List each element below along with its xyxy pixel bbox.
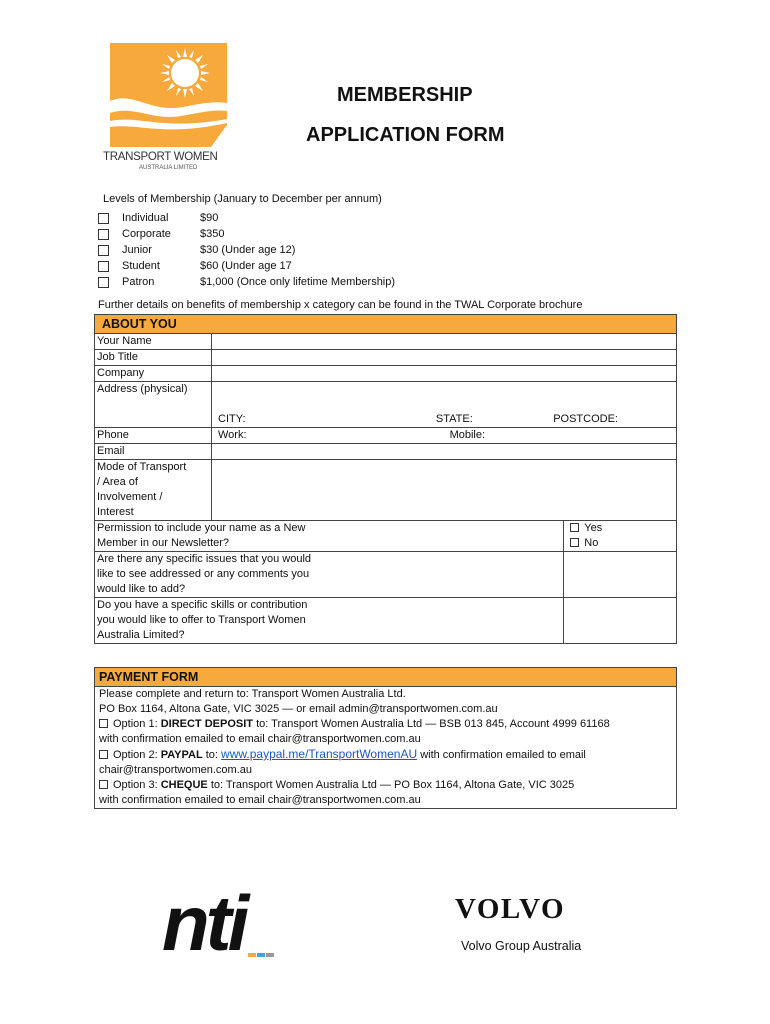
option-2-line-2: chair@transportwomen.com.au [99, 764, 253, 776]
logo-subtitle: AUSTRALIA LIMITED [139, 165, 198, 171]
no-label: No [584, 537, 599, 549]
permission-options [564, 521, 677, 552]
transport-women-logo [103, 43, 228, 176]
yes-option[interactable] [570, 521, 674, 536]
postcode-label: POSTCODE: [553, 413, 618, 425]
mode-label-line: Involvement / [97, 491, 163, 503]
level-checkbox[interactable] [98, 277, 109, 288]
mode-label-line: / Area of [97, 476, 138, 488]
level-student [98, 258, 458, 274]
work-label: Work: [218, 429, 247, 441]
level-price: $350 [200, 228, 225, 240]
option-3-method: CHEQUE [160, 779, 208, 791]
level-price: $90 [200, 212, 219, 224]
level-price: $1,000 (Once only lifetime Membership) [200, 276, 396, 288]
issues-line: like to see addressed or any comments you [97, 568, 310, 580]
phone-label: Phone [95, 428, 212, 444]
form-title-line1: MEMBERSHIP [337, 84, 473, 106]
nti-logo [160, 882, 292, 960]
option-2-to: to: [205, 749, 218, 761]
level-checkbox[interactable] [98, 229, 109, 240]
permission-line: Member in our Newsletter? [97, 537, 230, 549]
option-3-line-2: with confirmation emailed to email chair@transportwomen.com.au [99, 794, 421, 806]
level-name: Student [122, 260, 160, 272]
further-details-note: Further details on benefits of membership x category can be found in the TWAL Corporate brochure [98, 299, 583, 311]
membership-levels-list [98, 210, 458, 290]
level-name: Individual [122, 212, 169, 224]
option-2-checkbox[interactable] [99, 750, 108, 759]
no-option[interactable] [570, 536, 674, 551]
level-checkbox[interactable] [98, 245, 109, 256]
volvo-logo [455, 893, 627, 957]
skills-line: Australia Limited? [97, 629, 185, 641]
mode-label-line: Interest [97, 506, 134, 518]
option-2 [99, 747, 674, 763]
level-individual [98, 210, 458, 226]
mobile-label: Mobile: [449, 429, 486, 441]
yes-checkbox[interactable] [570, 523, 579, 532]
your-name-field[interactable] [212, 334, 677, 350]
option-1-checkbox[interactable] [99, 719, 108, 728]
job-title-field[interactable] [212, 350, 677, 366]
option-1 [99, 717, 674, 732]
option-3-checkbox[interactable] [99, 780, 108, 789]
skills-label [95, 598, 564, 644]
logo-title: TRANSPORT WOMEN [103, 151, 218, 163]
option-3-prefix: Option 3: [113, 779, 158, 791]
issues-line: Are there any specific issues that you would [97, 553, 312, 565]
level-price: $30 (Under age 12) [200, 244, 296, 256]
levels-heading: Levels of Membership (January to December per annum) [103, 193, 382, 205]
city-label: CITY: [218, 413, 246, 425]
payment-form-table [94, 667, 677, 809]
level-name: Corporate [122, 228, 171, 240]
option-3 [99, 778, 674, 793]
paypal-link[interactable]: www.paypal.me/TransportWomenAU [221, 747, 418, 761]
return-line-1: Please complete and return to: Transport Women Australia Ltd. [99, 688, 406, 700]
about-you-table [94, 314, 677, 644]
level-patron [98, 274, 458, 290]
about-you-heading: ABOUT YOU [95, 315, 677, 334]
volvo-subtitle: Volvo Group Australia [461, 939, 582, 953]
level-price: $60 (Under age 17 [200, 260, 292, 272]
logo-graphic [103, 43, 228, 149]
yes-label: Yes [584, 522, 603, 534]
payment-heading: PAYMENT FORM [95, 668, 677, 687]
option-3-details: to: Transport Women Australia Ltd — PO Box 1164, Altona Gate, VIC 3025 [210, 779, 575, 791]
issues-line: would like to add? [97, 583, 186, 595]
skills-line: Do you have a specific skills or contribution [97, 599, 308, 611]
permission-label [95, 521, 564, 552]
option-1-prefix: Option 1: [113, 718, 158, 730]
level-corporate [98, 226, 458, 242]
volvo-wordmark: VOLVO [455, 893, 566, 925]
option-2-details: with confirmation emailed to email [420, 749, 586, 761]
nti-logo-graphic [160, 882, 292, 960]
address-label: Address (physical) [95, 382, 212, 428]
form-title-line2: APPLICATION FORM [306, 124, 505, 146]
skills-line: you would like to offer to Transport Women [97, 614, 306, 626]
email-label: Email [95, 444, 212, 460]
address-field[interactable] [212, 382, 677, 428]
no-checkbox[interactable] [570, 538, 579, 547]
skills-field[interactable] [564, 598, 677, 644]
job-title-label: Job Title [95, 350, 212, 366]
payment-details [95, 687, 677, 809]
your-name-label: Your Name [95, 334, 212, 350]
level-junior [98, 242, 458, 258]
mode-label-line: Mode of Transport [97, 461, 187, 473]
nti-wordmark: nti [162, 882, 246, 960]
option-1-method: DIRECT DEPOSIT [160, 718, 253, 730]
email-field[interactable] [212, 444, 677, 460]
company-field[interactable] [212, 366, 677, 382]
phone-field[interactable] [212, 428, 677, 444]
option-2-prefix: Option 2: [113, 749, 158, 761]
level-name: Junior [122, 244, 152, 256]
level-checkbox[interactable] [98, 213, 109, 224]
issues-label [95, 552, 564, 598]
option-2-method: PAYPAL [160, 749, 203, 761]
level-name: Patron [122, 276, 155, 288]
mode-of-transport-label [95, 460, 212, 521]
option-1-details: to: Transport Women Australia Ltd — BSB 013 845, Account 4999 61168 [256, 718, 610, 730]
permission-line: Permission to include your name as a New [97, 522, 306, 534]
state-label: STATE: [435, 413, 473, 425]
company-label: Company [95, 366, 212, 382]
option-1-line-2: with confirmation emailed to email chair@transportwomen.com.au [99, 733, 421, 745]
level-checkbox[interactable] [98, 261, 109, 272]
mode-of-transport-field[interactable] [212, 460, 677, 521]
return-line-2: PO Box 1164, Altona Gate, VIC 3025 — or email admin@transportwomen.com.au [99, 703, 498, 715]
issues-field[interactable] [564, 552, 677, 598]
